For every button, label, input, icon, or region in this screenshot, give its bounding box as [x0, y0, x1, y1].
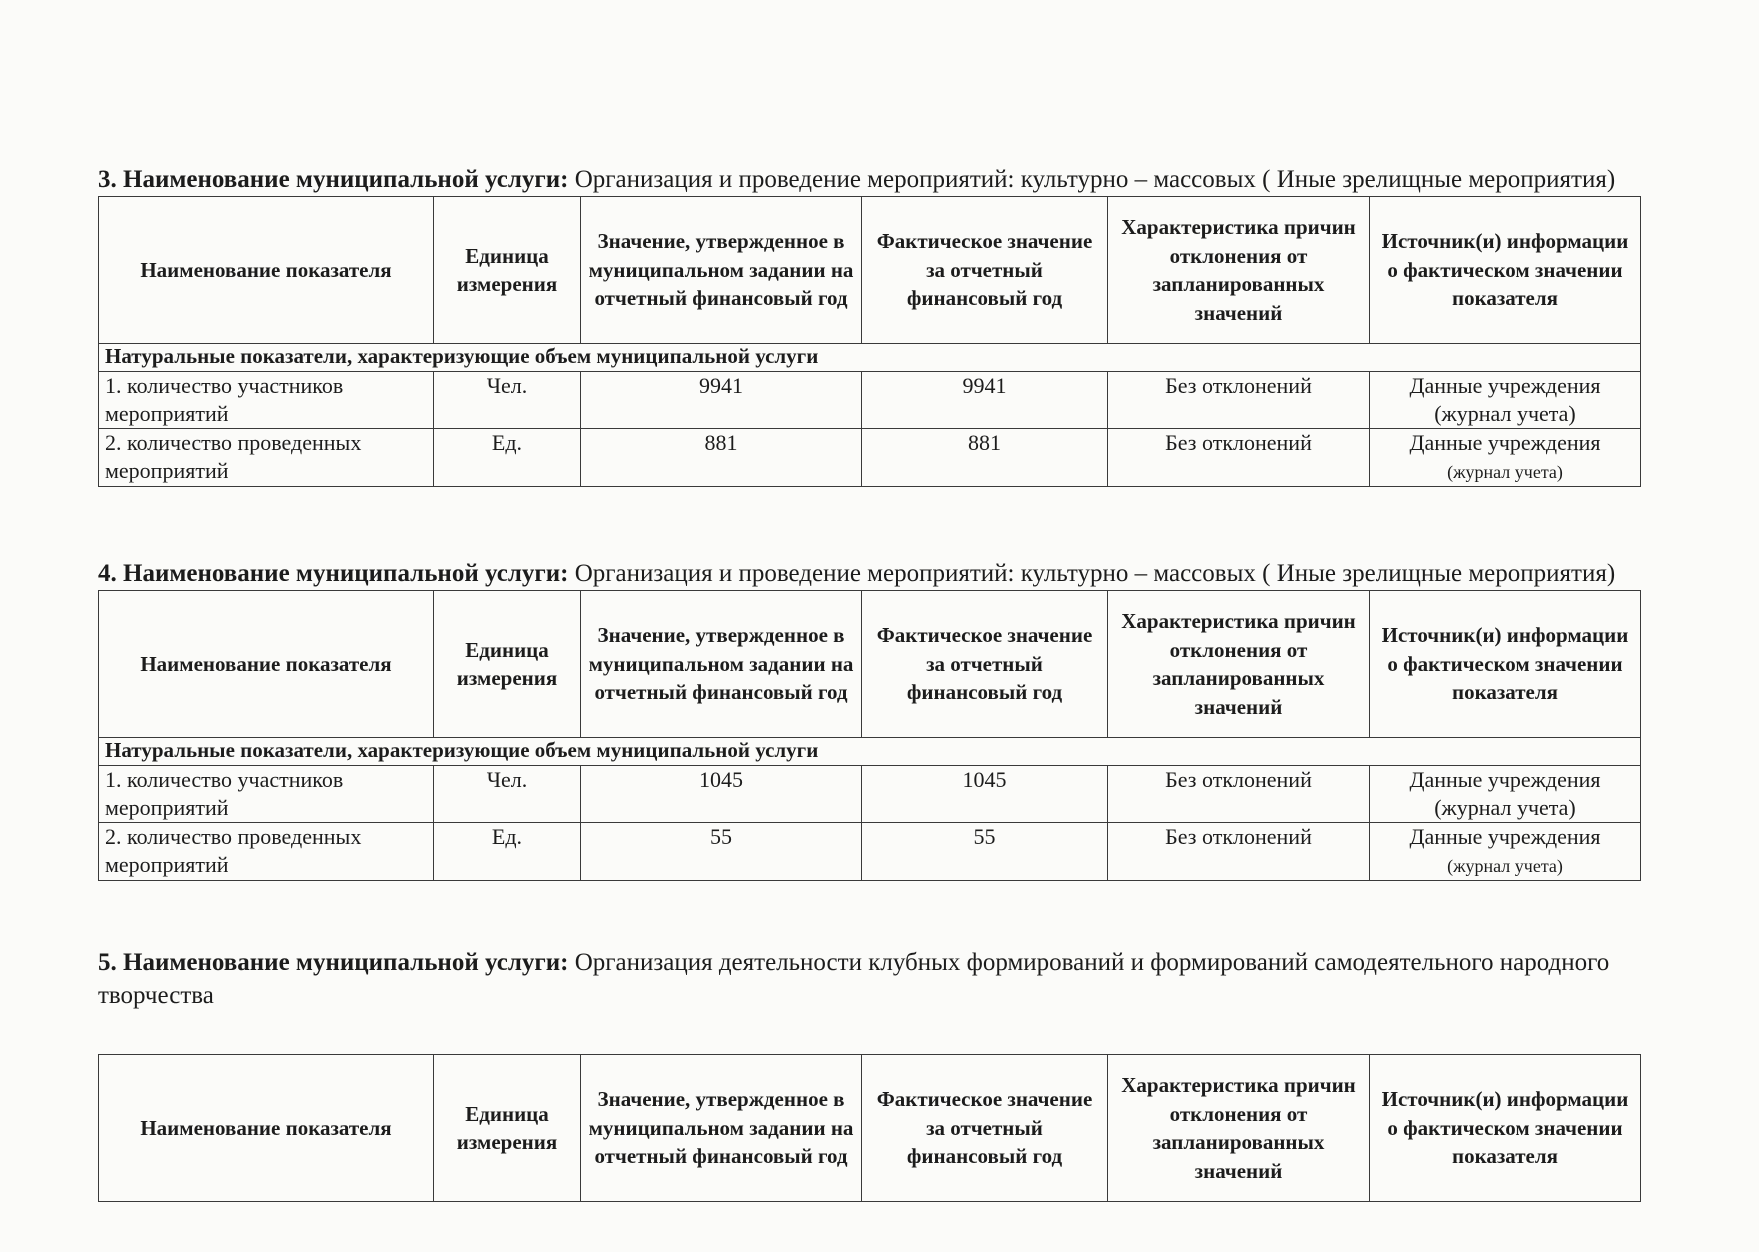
section-3	[98, 163, 1640, 487]
section-heading	[98, 163, 1640, 196]
table-header-row	[99, 197, 1641, 344]
section-number: 3.	[98, 166, 117, 193]
section-heading	[98, 557, 1640, 590]
header-indicator-name: Наименование показателя	[99, 1055, 434, 1202]
indicators-table	[98, 590, 1641, 881]
header-actual-value: Фактическое значение за отчетный финансовый год	[862, 197, 1108, 344]
table-row	[99, 766, 1641, 823]
header-indicator-name: Наименование показателя	[99, 591, 434, 738]
source-sub: (журнал учета)	[1447, 856, 1563, 876]
source-main: Данные учреждения	[1409, 767, 1601, 792]
actual-value: 55	[862, 823, 1108, 881]
service-name: Организация деятельности клубных формирований и формирований самодеятельного народного творчества	[98, 949, 1610, 1009]
source-main: Данные учреждения	[1409, 430, 1601, 455]
header-deviation-reason: Характеристика причин отклонения от запланированных значений	[1108, 1055, 1370, 1202]
header-planned-value: Значение, утвержденное в муниципальном задании на отчетный финансовый год	[581, 1055, 862, 1202]
group-label: Натуральные показатели, характеризующие объем муниципальной услуги	[99, 738, 1641, 766]
section-label: Наименование муниципальной услуги:	[123, 166, 569, 193]
deviation-reason: Без отклонений	[1108, 823, 1370, 881]
source-sub: (журнал учета)	[1434, 401, 1576, 426]
header-info-source: Источник(и) информации о фактическом значении показателя	[1370, 591, 1641, 738]
group-row	[99, 738, 1641, 766]
header-unit: Единица измерения	[434, 197, 581, 344]
deviation-reason: Без отклонений	[1108, 766, 1370, 823]
indicator-name: 1. количество участников мероприятий	[99, 372, 434, 429]
group-label: Натуральные показатели, характеризующие объем муниципальной услуги	[99, 344, 1641, 372]
header-actual-value: Фактическое значение за отчетный финансовый год	[862, 1055, 1108, 1202]
header-deviation-reason: Характеристика причин отклонения от запланированных значений	[1108, 591, 1370, 738]
info-source	[1370, 429, 1641, 487]
deviation-reason: Без отклонений	[1108, 429, 1370, 487]
source-sub: (журнал учета)	[1434, 795, 1576, 820]
unit: Чел.	[434, 766, 581, 823]
section-label: Наименование муниципальной услуги:	[123, 560, 569, 587]
table-header-row	[99, 1055, 1641, 1202]
indicators-table	[98, 1054, 1641, 1202]
header-unit: Единица измерения	[434, 1055, 581, 1202]
info-source	[1370, 372, 1641, 429]
section-5	[98, 946, 1640, 1202]
header-unit: Единица измерения	[434, 591, 581, 738]
header-info-source: Источник(и) информации о фактическом значении показателя	[1370, 1055, 1641, 1202]
service-name: Организация и проведение мероприятий: культурно – массовых ( Иные зрелищные мероприятия)	[574, 560, 1616, 587]
header-indicator-name: Наименование показателя	[99, 197, 434, 344]
indicator-name: 2. количество проведенных мероприятий	[99, 429, 434, 487]
info-source	[1370, 766, 1641, 823]
info-source	[1370, 823, 1641, 881]
unit: Ед.	[434, 429, 581, 487]
group-row	[99, 344, 1641, 372]
section-4	[98, 557, 1640, 881]
unit: Чел.	[434, 372, 581, 429]
table-header-row	[99, 591, 1641, 738]
planned-value: 881	[581, 429, 862, 487]
header-planned-value: Значение, утвержденное в муниципальном задании на отчетный финансовый год	[581, 197, 862, 344]
section-number: 4.	[98, 560, 117, 587]
table-row	[99, 823, 1641, 881]
source-sub: (журнал учета)	[1447, 462, 1563, 482]
indicator-name: 1. количество участников мероприятий	[99, 766, 434, 823]
indicator-name: 2. количество проведенных мероприятий	[99, 823, 434, 881]
deviation-reason: Без отклонений	[1108, 372, 1370, 429]
section-number: 5.	[98, 949, 117, 976]
table-row	[99, 429, 1641, 487]
indicators-table	[98, 196, 1641, 487]
actual-value: 1045	[862, 766, 1108, 823]
planned-value: 9941	[581, 372, 862, 429]
table-row	[99, 372, 1641, 429]
section-label: Наименование муниципальной услуги:	[123, 949, 569, 976]
service-name: Организация и проведение мероприятий: культурно – массовых ( Иные зрелищные мероприятия)	[574, 166, 1616, 193]
actual-value: 9941	[862, 372, 1108, 429]
section-heading	[98, 946, 1640, 1012]
source-main: Данные учреждения	[1409, 373, 1601, 398]
planned-value: 55	[581, 823, 862, 881]
unit: Ед.	[434, 823, 581, 881]
header-planned-value: Значение, утвержденное в муниципальном задании на отчетный финансовый год	[581, 591, 862, 738]
source-main: Данные учреждения	[1409, 824, 1601, 849]
actual-value: 881	[862, 429, 1108, 487]
header-actual-value: Фактическое значение за отчетный финансовый год	[862, 591, 1108, 738]
header-info-source: Источник(и) информации о фактическом значении показателя	[1370, 197, 1641, 344]
planned-value: 1045	[581, 766, 862, 823]
header-deviation-reason: Характеристика причин отклонения от запланированных значений	[1108, 197, 1370, 344]
